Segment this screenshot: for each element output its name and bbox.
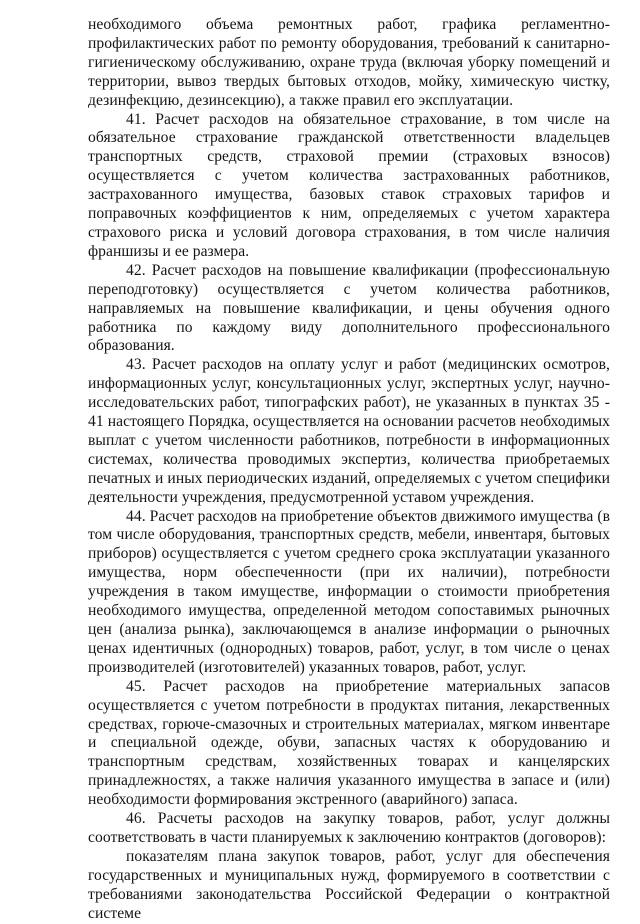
paragraph-45: 45. Расчет расходов на приобретение материальных запасов осуществляется с учетом потребности в продуктах питания, лекарственных средствах, горюче-смазочных и строительных материалах, мягком инвентаре и специальной одежде, обуви, запасных частях к оборудованию и транспортным средствам, хозяйственных товарах и канцелярских принадлежностях, а также наличия указанного имущества в запасе и (или) необходимости формирования экстренного (аварийного) запаса.: [88, 677, 610, 809]
paragraph-42: 42. Расчет расходов на повышение квалификации (профессиональную переподготовку) осуществляется с учетом количества работников, направляемых на повышение квалификации, и цены обучения одного работника по каждому виду дополнительного профессионального образования.: [88, 261, 610, 355]
paragraph-46-item: показателям плана закупок товаров, работ, услуг для обеспечения государственных и муниципальных нужд, формируемого в соответствии с требованиями законодательства Российской Федерации о контрактной системе: [88, 847, 610, 922]
paragraph-continuation: необходимого объема ремонтных работ, графика регламентно-профилактических работ по ремонту оборудования, требований к санитарно-гигиеническому обслуживанию, охране труда (включая уборку помещений и территории, вывоз твердых бытовых отходов, мойку, химическую чистку, дезинфекцию, дезинсекцию), а также правил его эксплуатации.: [88, 16, 610, 109]
paragraph-43: 43. Расчет расходов на оплату услуг и работ (медицинских осмотров, информационных услуг, консультационных услуг, экспертных услуг, научно-исследовательских работ, типографских работ), не указанных в пунктах 35 - 41 настоящего Порядка, осуществляется на основании расчетов необходимых выплат с учетом численности работников, потребности в информационных системах, количества проводимых экспертиз, количества приобретаемых печатных и иных периодических изданий, определяемых с учетом специфики деятельности учреждения, предусмотренной уставом учреждения.: [88, 356, 610, 506]
paragraph-44: 44. Расчет расходов на приобретение объектов движимого имущества (в том числе оборудования, транспортных средств, мебели, инвентаря, бытовых приборов) осуществляется с учетом среднего срока эксплуатации указанного имущества, норм обеспеченности (при их наличии), потребности учреждения в таком имуществе, информации о стоимости приобретения необходимого имущества, определенной методом сопоставимых рыночных цен (анализа рынка), заключающемся в анализе информации о рыночных ценах идентичных (однородных) товаров, работ, услуг, в том числе о ценах производителей (изготовителей) указанных товаров, работ, услуг.: [88, 507, 610, 676]
paragraph-46: 46. Расчеты расходов на закупку товаров, работ, услуг должны соответствовать в части планируемых к заключению контрактов (договоров):: [88, 810, 610, 846]
paragraph-41: 41. Расчет расходов на обязательное страхование, в том числе на обязательное страхование гражданской ответственности владельцев транспортных средств, страховой премии (страховых взносов) осуществляется с учетом количества застрахованных работников, застрахованного имущества, базовых ставок страховых тарифов и поправочных коэффициентов к ним, определяемых с учетом характера страхового риска и условий договора страхования, в том числе наличия франшизы и ее размера.: [88, 110, 610, 260]
